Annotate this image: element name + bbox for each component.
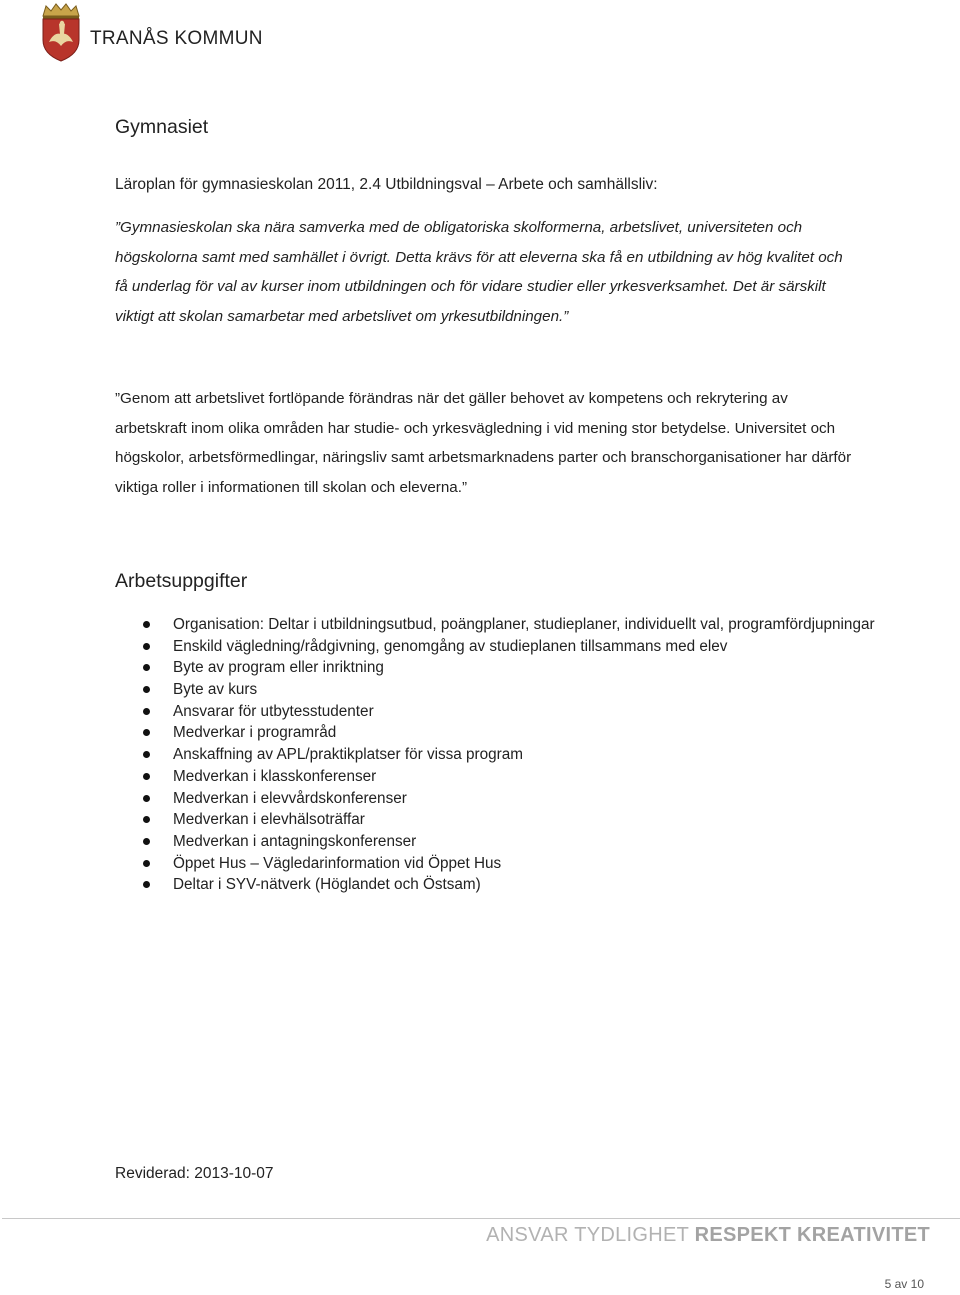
list-item-text: Medverkan i klasskonferenser bbox=[173, 767, 377, 785]
list-item-text: Öppet Hus – Vägledarinformation vid Öppet Hus bbox=[173, 854, 502, 872]
list-item-text: Medverkar i programråd bbox=[173, 724, 337, 742]
quote-paragraph-1: ”Gymnasieskolan ska nära samverka med de obligatoriska skolformerna, arbetslivet, universiteten och högskolorna samt med samhället i övrigt. Detta krävs för att eleverna ska få en utbildning av hög kvalitet och få underlag för val av kurser inom utbildningen och för vidare studier eller yrkesverksamhet. Det är särskilt viktigt att skolan samarbetar med arbetslivet om yrkesutbildningen.” bbox=[115, 219, 843, 325]
bullet-icon bbox=[143, 708, 150, 715]
list-item-text: Byte av kurs bbox=[173, 681, 258, 699]
list-item bbox=[115, 809, 875, 831]
list-item bbox=[115, 874, 875, 896]
list-item-text: Enskild vägledning/rådgivning, genomgång av studieplanen tillsammans med elev bbox=[173, 637, 728, 655]
list-item-text: Medverkan i antagningskonferenser bbox=[173, 832, 417, 850]
list-item bbox=[115, 614, 875, 636]
bullet-icon bbox=[143, 816, 150, 823]
list-item bbox=[115, 679, 875, 701]
list-item-text: Medverkan i elevhälsoträffar bbox=[173, 811, 365, 829]
duties-list bbox=[115, 614, 875, 896]
list-item bbox=[115, 831, 875, 853]
list-item-text: Deltar i SYV-nätverk (Höglandet och Östsam) bbox=[173, 876, 481, 894]
bullet-icon bbox=[143, 621, 150, 628]
bullet-icon bbox=[143, 664, 150, 671]
revision-date: Reviderad: 2013-10-07 bbox=[115, 1165, 274, 1182]
page-heading: Gymnasiet bbox=[115, 116, 209, 138]
bullet-icon bbox=[143, 881, 150, 888]
curriculum-reference: Läroplan för gymnasieskolan 2011, 2.4 Utbildningsval – Arbete och samhällsliv: bbox=[115, 176, 658, 193]
list-item bbox=[115, 722, 875, 744]
bullet-icon bbox=[143, 860, 150, 867]
org-name: TRANÅS KOMMUN bbox=[90, 28, 263, 49]
bullet-icon bbox=[143, 751, 150, 758]
list-item-text: Medverkan i elevvårdskonferenser bbox=[173, 789, 407, 807]
bullet-icon bbox=[143, 729, 150, 736]
motto-bold-text: RESPEKT KREATIVITET bbox=[694, 1224, 930, 1246]
bullet-icon bbox=[143, 795, 150, 802]
list-item bbox=[115, 636, 875, 658]
list-item bbox=[115, 701, 875, 723]
duties-heading: Arbetsuppgifter bbox=[115, 570, 248, 592]
list-item-text: Byte av program eller inriktning bbox=[173, 659, 384, 677]
list-item-text: Anskaffning av APL/praktikplatser för vissa program bbox=[173, 746, 524, 764]
quote-paragraph-2: ”Genom att arbetslivet fortlöpande förändras när det gäller behovet av kompetens och rekrytering av arbetskraft inom olika områden har studie- och yrkesvägledning i vid mening stor betydelse. Universitet och högskolor, arbetsförmedlingar, näringsliv samt arbetsmarknadens parter och branschorganisationer har därför viktiga roller i informationen till skolan och eleverna.” bbox=[115, 390, 852, 496]
bullet-icon bbox=[143, 773, 150, 780]
bullet-icon bbox=[143, 838, 150, 845]
footer-motto bbox=[486, 1224, 930, 1247]
motto-light-text: ANSVAR TYDLIGHET bbox=[486, 1224, 695, 1246]
list-item bbox=[115, 657, 875, 679]
list-item-text: Ansvarar för utbytesstudenter bbox=[173, 702, 374, 720]
page-number: 5 av 10 bbox=[884, 1277, 924, 1291]
bullet-icon bbox=[143, 643, 150, 650]
bullet-icon bbox=[143, 686, 150, 693]
list-item bbox=[115, 788, 875, 810]
footer-divider bbox=[2, 1218, 960, 1219]
list-item-text: Organisation: Deltar i utbildningsutbud, poängplaner, studieplaner, individuellt val, programfördjupningar bbox=[173, 616, 875, 633]
list-item bbox=[115, 766, 875, 788]
list-item bbox=[115, 744, 875, 766]
municipal-coat-of-arms-icon bbox=[40, 2, 82, 67]
list-item bbox=[115, 853, 875, 875]
